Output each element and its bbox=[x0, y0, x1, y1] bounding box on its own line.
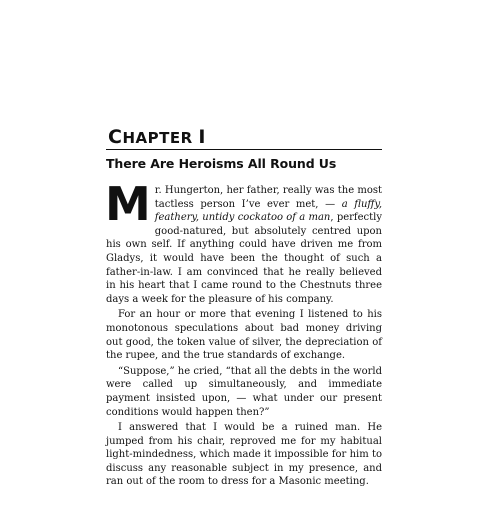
drop-cap: M bbox=[105, 177, 151, 231]
chapter-heading bbox=[106, 128, 382, 147]
paragraph-4: I answered that I would be a ruined man. He jumped from his chair, reproved me for my habitual light-mindedness, which made it impossible for him to discuss any reasonable subject in my presence, and ran out of the room to dress for a Masonic meeting. bbox=[106, 422, 382, 488]
chapter-body bbox=[105, 177, 383, 489]
paragraph-2: For an hour or more that evening I listened to his monotonous speculations about bad money driving out good, the token value of silver, the depreciation of the rupee, and the true standards of exchange. bbox=[106, 309, 382, 362]
chapter-number: I bbox=[198, 126, 206, 148]
paragraph-1-emphasis: a fluffy, feathery, untidy cockatoo of a man bbox=[154, 198, 382, 224]
heading-rule bbox=[106, 149, 382, 150]
chapter-label-rest: HAPTER bbox=[122, 129, 193, 147]
chapter-label-initial: C bbox=[108, 126, 123, 148]
paragraph-3: “Suppose,” he cried, “that all the debts in the world were called up simultaneously, and immediate payment insisted upon, — what under our present conditions would happen then?” bbox=[106, 365, 382, 418]
paragraph-1-start: r. Hungerton, her father, really was the most tactless person I’ve ever met, — bbox=[154, 185, 382, 210]
book-page bbox=[106, 128, 382, 489]
paragraph-1 bbox=[105, 177, 383, 306]
paragraph-1-end: , perfectly good-natured, but absolutely centred upon his own self. If anything could have driven me from Gladys, it would have been the thought of such a father-in-law. I am convinced that he really believed in his heart that I came round to the Chestnuts three days a week for the pleasure of his company. bbox=[106, 212, 383, 305]
chapter-title: There Are Heroisms All Round Us bbox=[106, 156, 337, 171]
